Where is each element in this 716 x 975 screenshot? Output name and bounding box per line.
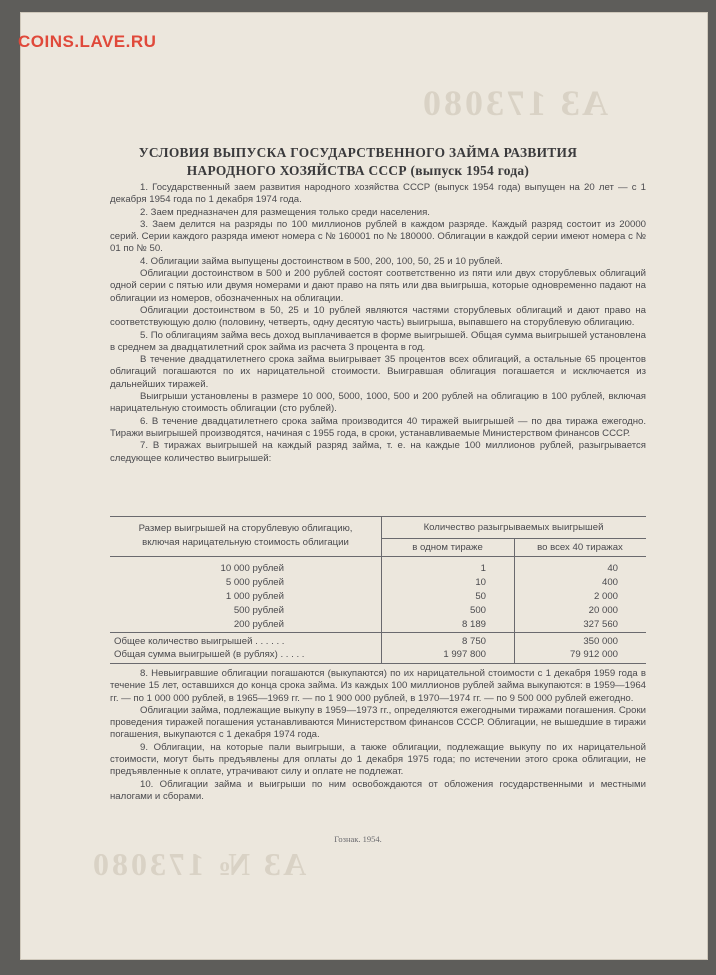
title-line-2: НАРОДНОГО ХОЗЯЙСТВА СССР (выпуск 1954 года) xyxy=(186,163,530,178)
row-all: 327 560 xyxy=(583,619,618,630)
row-one: 500 xyxy=(469,605,486,616)
paragraph-8: 8. Невыигравшие облигации погашаются (выкупаются) по их нарицательной стоимости с 1 декабря 1959 года в течение 15 лет, оставшихся до конца срока займа. Из каждых 100 миллионов рублей займа выкупаются: в 1959—1964 гг. — по 1 000 000 рублей, в 1965—1969 гг. — по 1 900 000 рублей, в 1970—1974 гг. — по 9 500 000 рублей ежегодно. xyxy=(110,668,646,704)
conditions-text xyxy=(110,182,646,465)
paragraph-5b: Выигрыши установлены в размере 10 000, 5000, 1000, 500 и 200 рублей на облигацию в 100 рублей, включая нарицательную стоимость облигации (сто рублей). xyxy=(110,391,646,415)
table-rule-totals xyxy=(110,632,646,633)
site-watermark: COINS.LAVE.RU xyxy=(18,32,157,51)
row-one: 10 xyxy=(475,577,486,588)
total-count-label: Общее количество выигрышей . . . . . . xyxy=(114,636,285,647)
total-sum-all: 79 912 000 xyxy=(569,649,618,660)
paragraph-1: 1. Государственный заем развития народного хозяйства СССР (выпуск 1954 года) выпущен на 20 лет — с 1 декабря 1954 года по 1 декабря 1974 года. xyxy=(110,182,646,206)
paragraph-2: 2. Заем предназначен для размещения только среди населения. xyxy=(140,206,430,218)
header-size-line1: Размер выигрышей на сторублевую облигацию, xyxy=(138,523,353,534)
paragraph-4: 4. Облигации займа выпущены достоинством в 500, 200, 100, 50, 25 и 10 рублей. xyxy=(140,255,503,267)
row-one: 8 189 xyxy=(461,619,486,630)
row-size: 5 000 рублей xyxy=(225,577,284,588)
paragraph-10: 10. Облигации займа и выигрыши по ним освобождаются от обложения государственными и местными налогами и сборами. xyxy=(110,778,646,802)
paragraph-8a: Облигации займа, подлежащие выкупу в 1959—1973 гг., определяются ежегодными тиражами погашения. Сроки проведения тиражей погашения устанавливаются Министерством финансов СССР. Облигации, не вышедшие в тиражи погашения, выкупаются с 1 декабря 1974 года. xyxy=(110,704,646,741)
ghost-serial-top: АЗ 173080 xyxy=(420,83,609,123)
header-one-draw: в одном тираже xyxy=(412,542,483,553)
row-all: 40 xyxy=(607,563,618,574)
ghost-serial-bottom: АЗ № 173080 xyxy=(90,846,307,882)
paragraph-7: 7. В тиражах выигрышей на каждый разряд займа, т. е. на каждые 100 миллионов рублей, разыгрывается следующее количество выигрышей: xyxy=(110,440,646,464)
row-all: 20 000 xyxy=(588,605,618,616)
paragraph-4b: Облигации достоинством в 50, 25 и 10 рублей являются частями сторублевых облигаций и дают право на соответствующую долю (половину, четверть, одну десятую часть) выигрыша, выпавшего на сторублевую облигацию. xyxy=(110,304,646,329)
printer-mark: Гознак. 1954. xyxy=(334,834,382,844)
paragraph-5: 5. По облигациям займа весь доход выплачивается в форме выигрышей. Общая сумма выигрышей установлена в среднем за двадцатилетний срок займа из расчета 3 процента в год. xyxy=(110,329,646,353)
conditions-text-continued xyxy=(110,668,646,803)
paragraph-5a: В течение двадцатилетнего срока займа выигрывает 35 процентов всех облигаций, а остальные 65 процентов облигаций погашаются по их нарицательной стоимости. Выигравшая облигация погашается и исключается из дальнейших тиражей. xyxy=(110,354,646,390)
row-all: 2 000 xyxy=(593,591,618,602)
row-one: 1 xyxy=(480,563,486,574)
header-all-draws: во всех 40 тиражах xyxy=(537,542,623,553)
paragraph-3: 3. Заем делится на разряды по 100 миллионов рублей в каждом разряде. Каждый разряд состоит из 20000 серий. Серии каждого разряда имеют номера с № 160001 по № 180000. Облигации в каждой серии имеют номера с № 01 по № 50. xyxy=(110,218,646,255)
header-group: Количество разыгрываемых выигрышей xyxy=(423,522,604,533)
row-size: 10 000 рублей xyxy=(220,563,284,574)
table-rule-top xyxy=(110,516,646,517)
paragraph-9: 9. Облигации, на которые пали выигрыши, а также облигации, подлежащие выкупу по их нарицательной стоимости, могут быть предъявлены для оплаты до 1 декабря 1975 года; по истечении этого срока облигации, не предъявленные к оплате, утрачивают силу и оплате не подлежат. xyxy=(110,741,646,778)
row-size: 500 рублей xyxy=(233,605,284,616)
conditions-title xyxy=(20,144,696,180)
table-divider-2 xyxy=(514,538,515,663)
row-all: 400 xyxy=(601,577,618,588)
header-size-line2: включая нарицательную стоимость облигации xyxy=(142,537,349,548)
table-rule-bottom xyxy=(110,663,646,664)
paragraph-4a: Облигации достоинством в 500 и 200 рублей состоят соответственно из пяти или двух сторублевых облигаций одной серии с пятью или двумя номерами и дают право на пять или два выигрыша, которые одновременно падают на облигации из номеров, обозначенных на облигации. xyxy=(110,268,646,304)
table-rule-header xyxy=(110,556,646,557)
row-size: 200 рублей xyxy=(233,619,284,630)
title-line-1: УСЛОВИЯ ВЫПУСКА ГОСУДАРСТВЕННОГО ЗАЙМА РАЗВИТИЯ xyxy=(138,145,578,160)
paragraph-6: 6. В течение двадцатилетнего срока займа производится 40 тиражей выигрышей — по два тиража ежегодно. Тиражи выигрышей производятся, начиная с 1955 года, в сроки, устанавливаемые Министерством финансов СССР. xyxy=(110,415,646,439)
row-one: 50 xyxy=(475,591,486,602)
total-sum-label: Общая сумма выигрышей (в рублях) . . . . . xyxy=(114,649,305,660)
total-count-all: 350 000 xyxy=(583,636,618,647)
row-size: 1 000 рублей xyxy=(225,591,284,602)
total-sum-one: 1 997 800 xyxy=(443,649,486,660)
table-divider-1 xyxy=(381,516,382,663)
total-count-one: 8 750 xyxy=(461,636,486,647)
prize-table xyxy=(110,516,646,664)
